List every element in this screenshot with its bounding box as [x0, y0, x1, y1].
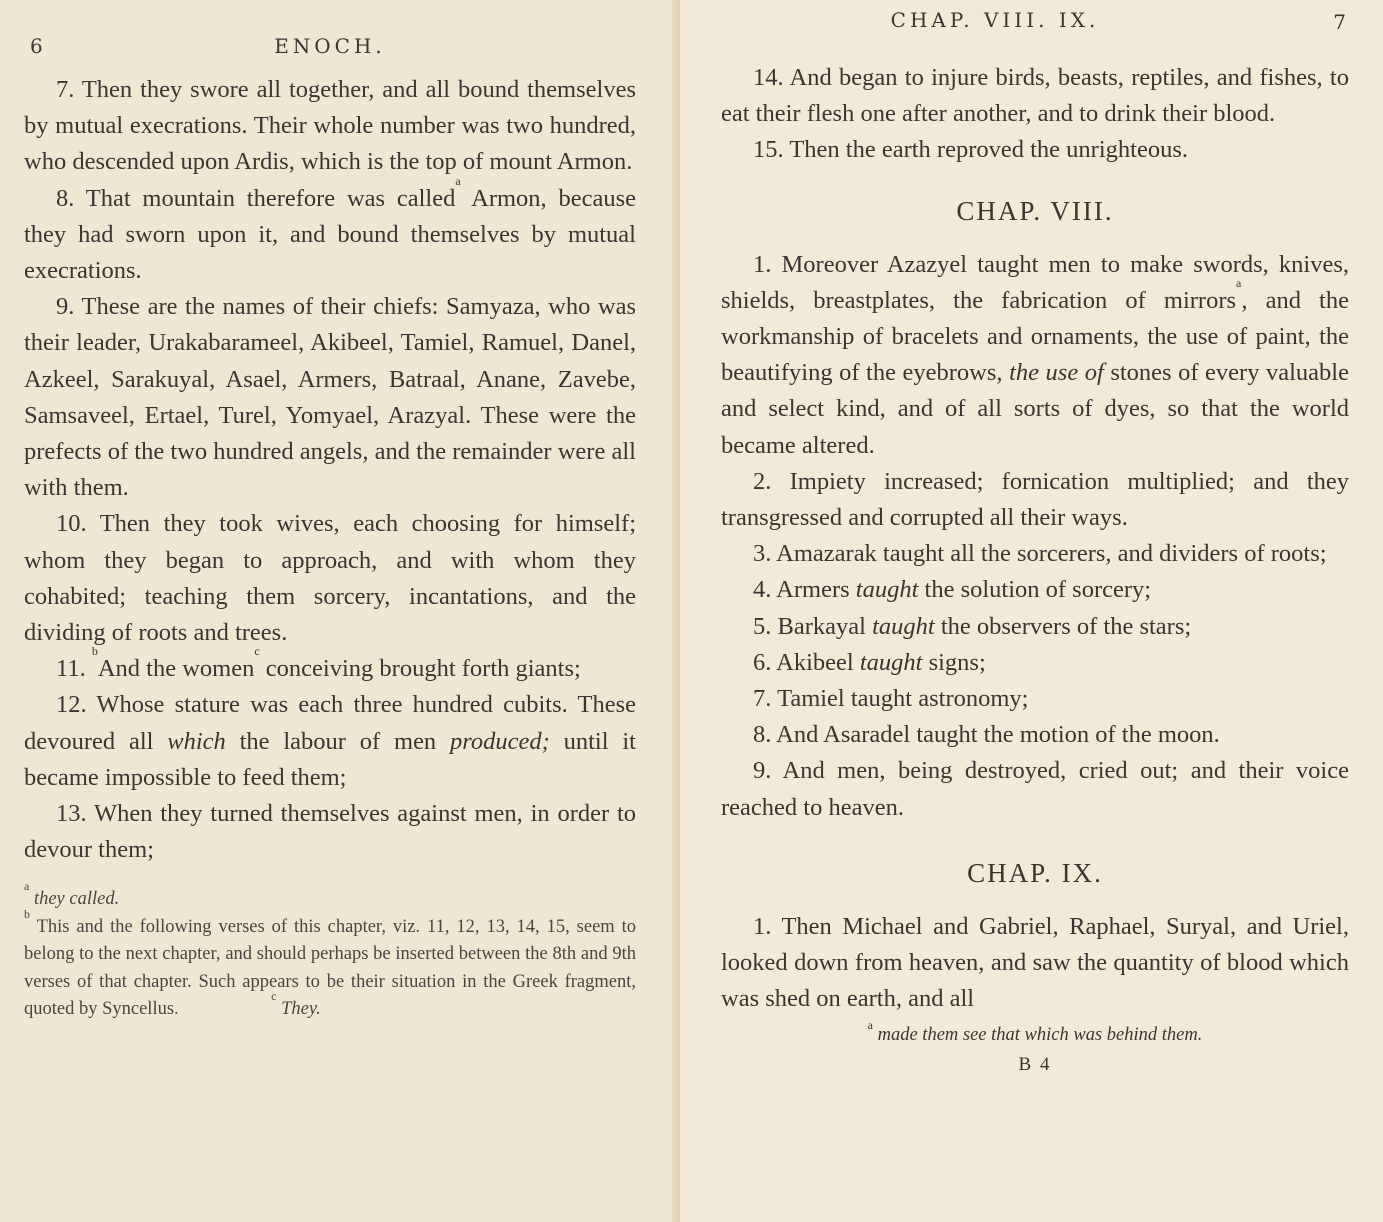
verse: 10. Then they took wives, each choosing for himself; whom they began to approach, and with whom they cohabited; teaching them sorcery, incantations, and the dividing of roots and trees. — [24, 510, 636, 647]
verse: 7. Tamiel taught astronomy; — [753, 685, 1029, 713]
footnote-mark: a — [455, 173, 461, 188]
right-page — [680, 0, 1383, 1222]
footnote-mark: b — [91, 644, 98, 659]
verse: 8. And Asaradel taught the motion of the moon. — [753, 721, 1220, 749]
chapter-heading: CHAP. VIII. — [956, 195, 1114, 226]
verse: 9. And men, being destroyed, cried out; and their voice reached to heaven. — [721, 757, 1349, 821]
footnote-b: $^b$ This and the following verses of this chapter, viz. 11, 12, 13, 14, 15, seem to belong to the next chapter, and should perhaps be inserted between the 8th and 9th verses of that chapter. Such appears to be their situation in the Greek fragment, quoted by Syncellus. $^c$ They. — [24, 906, 636, 1020]
verse: 4. Armers taught the solution of sorcery; — [753, 576, 1152, 604]
running-title: CHAP. VIII. IX. — [890, 8, 1100, 32]
footnote-mark: c — [254, 644, 260, 659]
verse: 1. Then Michael and Gabriel, Raphael, Suryal, and Uriel, looked down from heaven, and saw the quantity of blood which was shed on earth, and all — [721, 912, 1349, 1013]
left-page — [0, 0, 680, 1222]
verse: 9. These are the names of their chiefs: Samyaza, who was their leader, Urakabarameel, Akibeel, Tamiel, Ramuel, Danel, Azkeel, Sarakuyal, Asael, Armers, Batraal, Anane, Zavebe, Samsaveel, Ertael, Turel, Yomyael, Arazyal. These were the prefects of the two hundred angels, and the remainder were all with them. — [24, 293, 636, 502]
verse: 8. That mountain therefore was called$^a$ Armon, because they had sworn upon it, and bound themselves by mutual execrations. — [24, 173, 636, 285]
verse: 3. Amazarak taught all the sorcerers, and dividers of roots; — [753, 540, 1327, 568]
page-number: 6 — [30, 34, 46, 58]
verse: 11. $^b$And the women$^c$ conceiving brought forth giants; — [56, 644, 581, 683]
left-header — [24, 0, 636, 72]
footnote-mark: a — [1236, 275, 1242, 290]
verse: 15. Then the earth reproved the unrighteous. — [753, 136, 1188, 164]
signature-mark: B 4 — [1018, 1054, 1052, 1076]
verse: 14. And began to injure birds, beasts, reptiles, and fishes, to eat their flesh one after another, and to drink their blood. — [721, 64, 1349, 128]
page-number: 7 — [1333, 10, 1349, 34]
verse: 2. Impiety increased; fornication multiplied; and they transgressed and corrupted all their ways. — [721, 467, 1350, 532]
footnote-a: $^a$ they called. — [24, 879, 120, 910]
chapter-heading: CHAP. IX. — [967, 857, 1103, 888]
running-title: ENOCH. — [274, 34, 386, 58]
verse: 5. Barkayal taught the observers of the stars; — [753, 612, 1192, 640]
footnote-a: $^a$ made them see that which was behind them. — [867, 1018, 1203, 1046]
right-header — [721, 0, 1349, 72]
verse: 7. Then they swore all together, and all bound themselves by mutual execrations. Their whole number was two hundred, who descended upon Ardis, which is the top of mount Armon. — [24, 76, 636, 176]
verse: 6. Akibeel taught signs; — [753, 648, 986, 676]
verse: 12. Whose stature was each three hundred cubits. These devoured all which the labour of men produced; until it became impossible to feed them; — [24, 691, 637, 791]
footnotes — [24, 879, 636, 1023]
verse: 1. Moreover Azazyel taught men to make swords, knives, shields, breastplates, the fabrication of mirrors$^a$, and the workmanship of bracelets and ornaments, the use of paint, the beautifying of the eyebrows, the use of stones of every valuable and select kind, and of all sorts of dyes, so that the world became altered. — [721, 250, 1349, 459]
verse: 13. When they turned themselves against men, in order to devour them; — [24, 800, 636, 864]
